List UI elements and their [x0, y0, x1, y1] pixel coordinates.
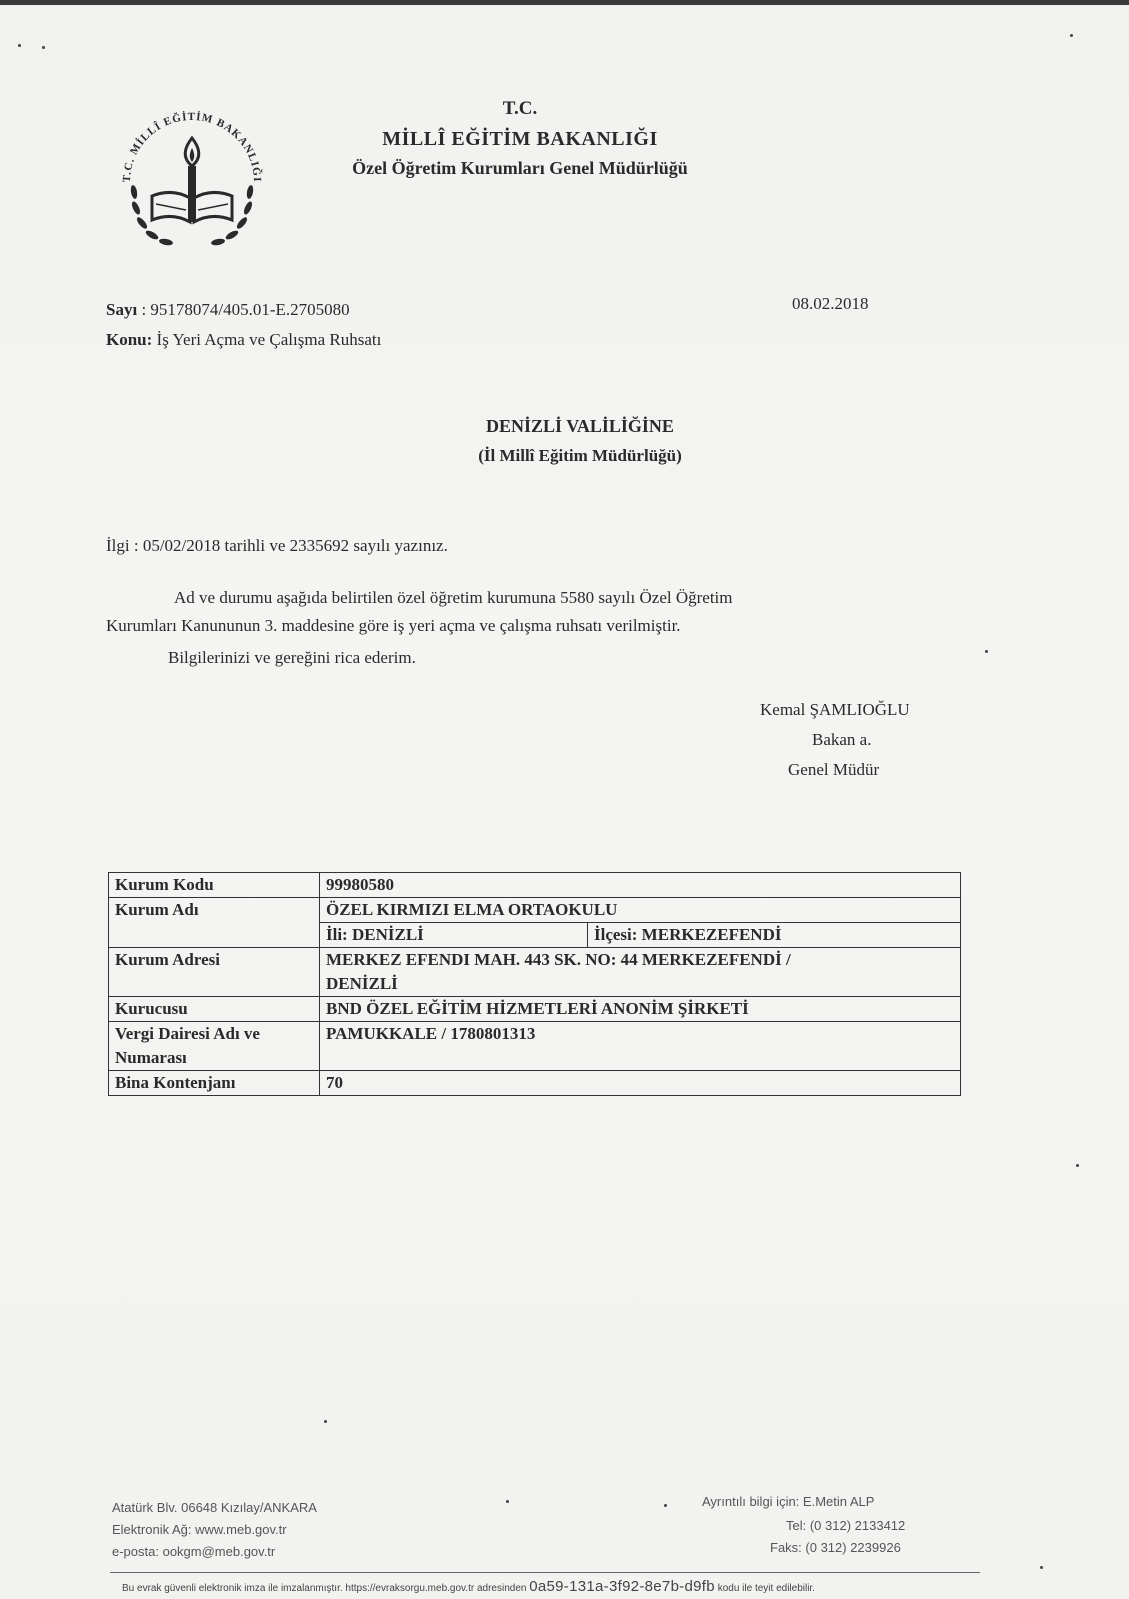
il-ilce-cell: [320, 923, 961, 948]
footer-fax: Faks: (0 312) 2239926: [770, 1540, 901, 1555]
sayi-label: Sayı: [106, 300, 138, 319]
vergi-label-line1: Vergi Dairesi Adı ve: [115, 1024, 260, 1043]
speck: [506, 1500, 509, 1503]
kurum-adresi-label: Kurum Adresi: [109, 948, 320, 997]
ministry-logo: [112, 100, 272, 260]
speck: [324, 1420, 327, 1423]
kurucusu-label: Kurucusu: [109, 997, 320, 1022]
bina-kontenjani-label: Bina Kontenjanı: [109, 1071, 320, 1096]
sayi-value: : 95178074/405.01-E.2705080: [141, 300, 350, 319]
verification-code: 0a59-131a-3f92-8e7b-d9fb: [529, 1578, 715, 1595]
speck: [1070, 34, 1073, 37]
table-row: [109, 873, 961, 898]
table-row: [109, 997, 961, 1022]
konu-label: Konu:: [106, 330, 153, 349]
kurum-kodu-value: 99980580: [320, 873, 961, 898]
table-row: [109, 948, 961, 997]
header-tc: T.C.: [502, 98, 538, 119]
footer-info-contact: Ayrıntılı bilgi için: E.Metin ALP: [702, 1494, 875, 1509]
signatory-name: Kemal ŞAMLIOĞLU: [760, 700, 910, 719]
footer-address: Atatürk Blv. 06648 Kızılay/ANKARA: [112, 1500, 317, 1515]
footer-divider: [110, 1572, 980, 1573]
il-value: İli: DENİZLİ: [320, 923, 588, 947]
kurucusu-value: BND ÖZEL EĞİTİM HİZMETLERİ ANONİM ŞİRKETİ: [320, 997, 961, 1022]
ilgi-value: : 05/02/2018 tarihli ve 2335692 sayılı yazınız.: [133, 536, 448, 555]
kurum-adi-value: ÖZEL KIRMIZI ELMA ORTAOKULU: [320, 898, 961, 923]
verification-line: [122, 1578, 815, 1595]
table-row: [109, 1071, 961, 1096]
kurum-kodu-label: Kurum Kodu: [109, 873, 320, 898]
document-date: 08.02.2018: [792, 294, 869, 313]
adres-line1: MERKEZ EFENDI MAH. 443 SK. NO: 44 MERKEZEFENDİ /: [326, 950, 791, 969]
table-row: [109, 898, 961, 923]
vergi-label: [109, 1022, 320, 1071]
header-directorate: Özel Öğretim Kurumları Genel Müdürlüğü: [352, 158, 688, 178]
footer-email: e-posta: ookgm@meb.gov.tr: [112, 1544, 276, 1559]
verification-prefix: Bu evrak güvenli elektronik imza ile imzalanmıştır. https://evraksorgu.meb.gov.tr adresinden: [122, 1583, 527, 1594]
svg-text:T.C. MİLLÎ EĞİTİM BAKANLIĞI: T.C. MİLLÎ EĞİTİM BAKANLIĞI: [120, 110, 264, 183]
footer-tel: Tel: (0 312) 2133412: [786, 1518, 906, 1533]
speck: [1040, 1566, 1043, 1569]
adres-line2: DENİZLİ: [326, 974, 398, 993]
footer-web: Elektronik Ağ: www.meb.gov.tr: [112, 1522, 287, 1537]
signatory-title2: Genel Müdür: [788, 760, 880, 779]
addressee-line2: (İl Millî Eğitim Müdürlüğü): [478, 446, 682, 465]
ilgi-label: İlgi: [106, 536, 130, 555]
signatory-title1: Bakan a.: [812, 730, 872, 749]
ilgi-row: [106, 536, 448, 556]
ilce-value: İlçesi: MERKEZEFENDİ: [594, 925, 782, 944]
table-row: [109, 1022, 961, 1071]
verification-suffix: kodu ile teyit edilebilir.: [717, 1583, 815, 1594]
institution-table: [108, 872, 961, 1096]
speck: [1076, 1164, 1079, 1167]
speck: [985, 650, 988, 653]
bina-kontenjani-value: 70: [320, 1071, 961, 1096]
header-ministry: MİLLÎ EĞİTİM BAKANLIĞI: [382, 128, 658, 150]
speck: [18, 44, 21, 47]
body-paragraph2: Bilgilerinizi ve gereğini rica ederim.: [168, 648, 416, 667]
kurum-adi-label: Kurum Adı: [109, 898, 320, 948]
sayi-row: [106, 300, 350, 320]
body-paragraph1-line1: Ad ve durumu aşağıda belirtilen özel öğretim kurumuna 5580 sayılı Özel Öğretim: [174, 588, 733, 607]
kurum-adresi-value: [320, 948, 961, 997]
scan-edge: [0, 0, 1129, 5]
vergi-value: PAMUKKALE / 1780801313: [320, 1022, 961, 1071]
addressee-line1: DENİZLİ VALİLİĞİNE: [486, 416, 674, 436]
body-paragraph1-line2: Kurumları Kanununun 3. maddesine göre iş yeri açma ve çalışma ruhsatı verilmiştir.: [106, 616, 681, 635]
speck: [42, 46, 45, 49]
konu-value: İş Yeri Açma ve Çalışma Ruhsatı: [156, 330, 382, 349]
konu-row: [106, 330, 381, 350]
vergi-label-line2: Numarası: [115, 1048, 187, 1067]
speck: [664, 1504, 667, 1507]
